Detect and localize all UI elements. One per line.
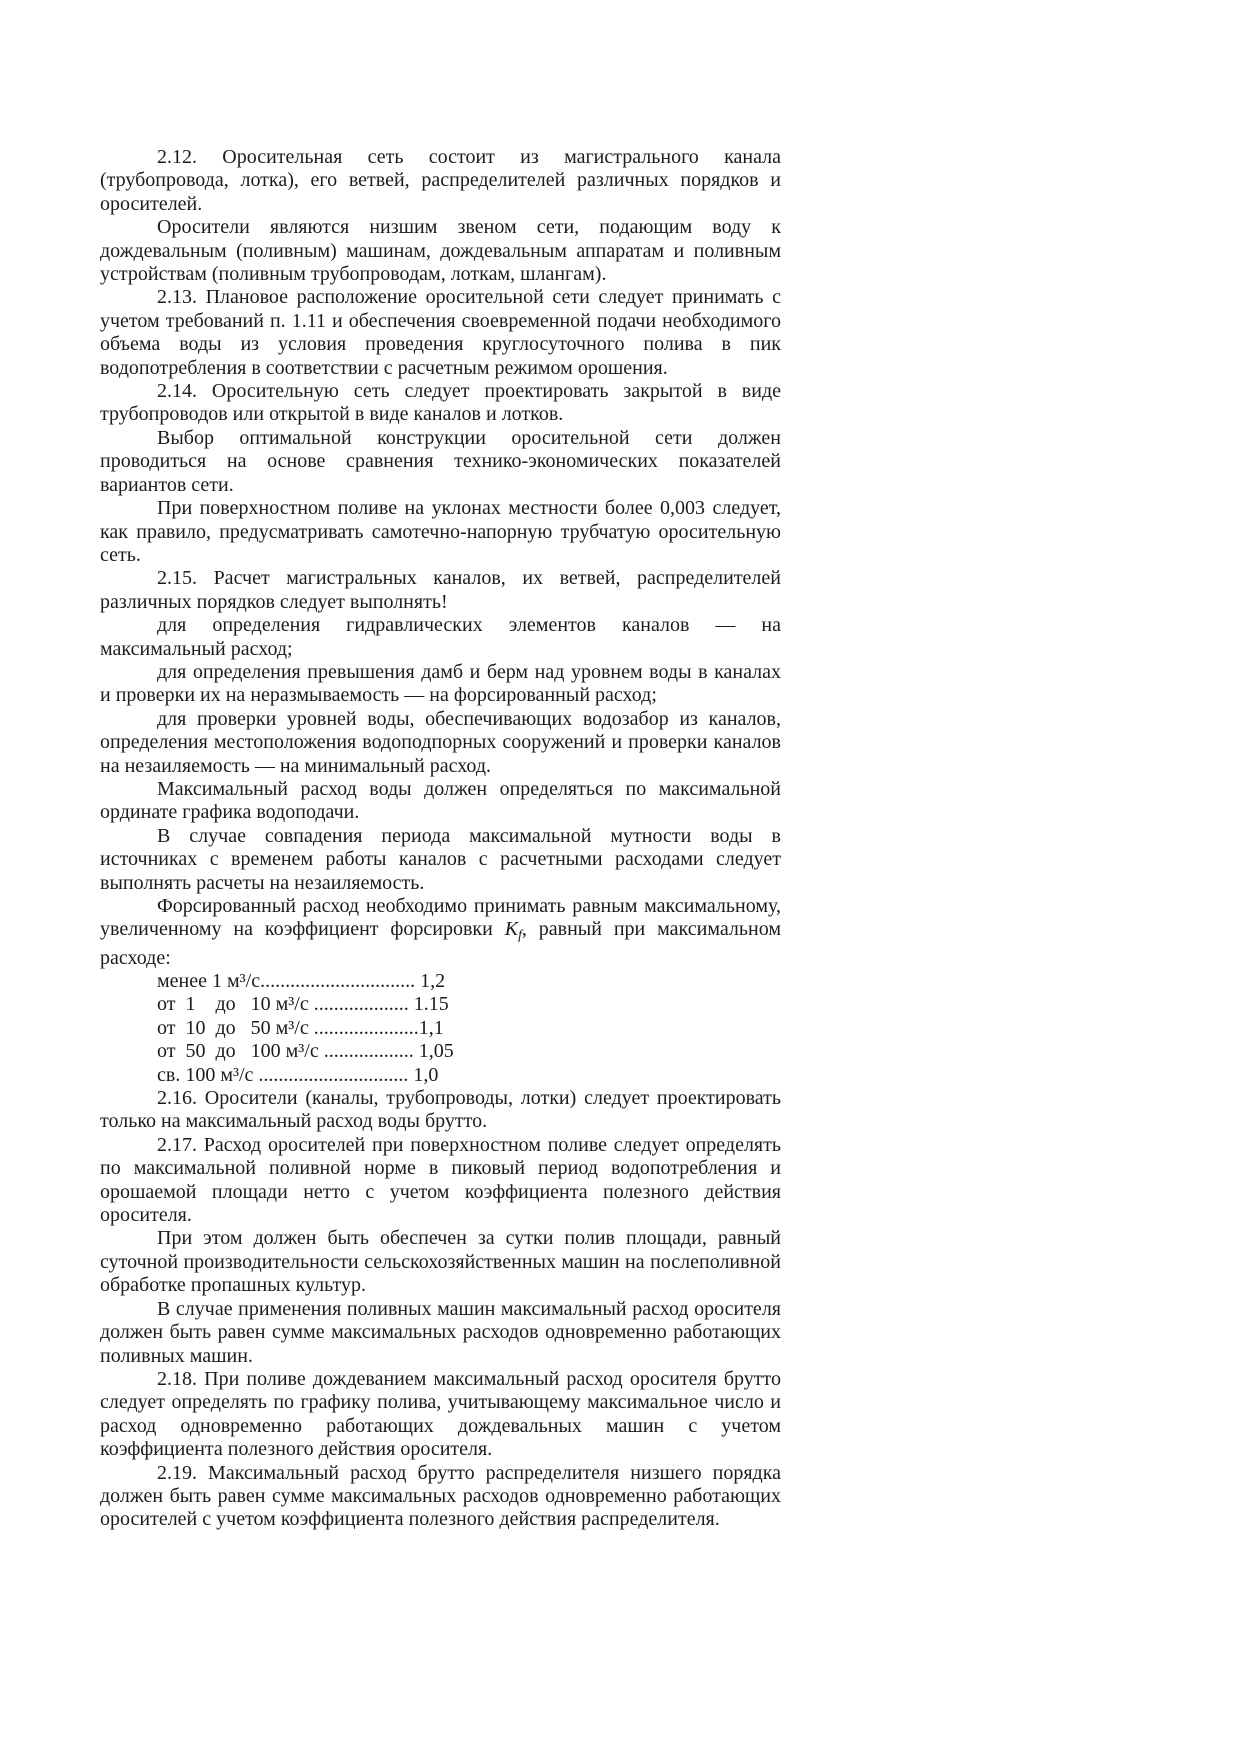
forcing-table-row-5: св. 100 м³/с .............................. 1,0 [157,1063,439,1086]
clause-2-13: 2.13. Плановое расположение оросительной сети следует принимать с учетом требований п. 1.11 и обеспечения своевременной подачи необходимого объема воды из условия проведения круглосуточного полива в пик водопотребления в соответствии с расчетным режимом орошения. [100,286,781,379]
para-max-discharge-ordinate: Максимальный расход воды должен определяться по максимальной ординате графика водоподачи. [100,777,781,824]
clause-2-17: 2.17. Расход оросителей при поверхностном поливе следует определять по максимальной поливной норме в пиковый период водопотребления и орошаемой площади нетто с учетом коэффициента полезного действия оросителя. [100,1133,781,1227]
forcing-table-row-2: от 1 до 10 м³/с ................... 1.15 [157,993,449,1016]
para-irrigators-role: Оросители являются низшим звеном сети, подающим воду к дождевальным (поливным) машинам, дождевальным аппаратам и поливным устройствам (поливным трубопроводам, лоткам, шлангам). [100,216,781,286]
clause-2-18: 2.18. При поливе дождеванием максимальный расход оросителя брутто следует определять по графику полива, учитывающему максимальное число и расход одновременно работающих дождевальных машин с учетом коэффициента полезного действия оросителя. [100,1367,781,1461]
para-calc-min-flow: для проверки уровней воды, обеспечивающих водозабор из каналов, определения местоположения водоподпорных сооружений и проверки каналов на незаиляемость — на минимальный расход. [100,707,781,777]
para-network-design-choice: Выбор оптимальной конструкции оросительной сети должен проводиться на основе сравнения технико-экономических показателей вариантов сети. [100,426,781,496]
para-watering-machines-flow: В случае применения поливных машин максимальный расход оросителя должен быть равен сумме максимальных расходов одновременно работающих поливных машин. [100,1297,781,1367]
para-calc-forced-flow: для определения превышения дамб и берм над уровнем воды в каналах и проверки их на неразмываемость — на форсированный расход; [100,660,781,707]
para-turbidity-check: В случае совпадения периода максимальной мутности воды в источниках с временем работы каналов с расчетными расходами следует выполнять расчеты на незаиляемость. [100,824,781,894]
para-calc-max-flow: для определения гидравлических элементов каналов — на максимальный расход; [100,614,781,660]
clause-2-14: 2.14. Оросительную сеть следует проектировать закрытой в виде трубопроводов или открытой в виде каналов и лотков. [100,380,781,426]
para-forcing-coefficient: Форсированный расход необходимо принимать равным максимальному, увеличенному на коэффициент форсировки Kf, равный при максимальном расходе: [100,895,781,969]
clause-2-16: 2.16. Оросители (каналы, трубопроводы, лотки) следует проектировать только на максимальный расход воды брутто. [100,1087,781,1133]
clause-2-19: 2.19. Максимальный расход брутто распределителя низшего порядка должен быть равен сумме максимальных расходов одновременно работающих оросителей с учетом коэффициента полезного действия распределителя. [100,1461,781,1531]
forcing-table-row-1: менее 1 м³/с............................... 1,2 [157,970,446,993]
forcing-table-row-4: от 50 до 100 м³/с .................. 1,05 [157,1040,454,1063]
clause-2-12: 2.12. Оросительная сеть состоит из магистрального канала (трубопровода, лотка), его ветвей, распределителей различных порядков и оросителей. [100,146,781,215]
para-surface-slope-rule: При поверхностном поливе на уклонах местности более 0,003 следует, как правило, предусматривать самотечно-напорную трубчатую оросительную сеть. [100,497,781,566]
para-daily-watering-area: При этом должен быть обеспечен за сутки полив площади, равный суточной производительности сельскохозяйственных машин на послеполивной обработке пропашных культур. [100,1227,781,1297]
clause-2-15: 2.15. Расчет магистральных каналов, их ветвей, распределителей различных порядков следует выполнять! [100,567,781,613]
page-text-column [100,146,781,1532]
forcing-table-row-3: от 10 до 50 м³/с .....................1,1 [157,1016,444,1039]
